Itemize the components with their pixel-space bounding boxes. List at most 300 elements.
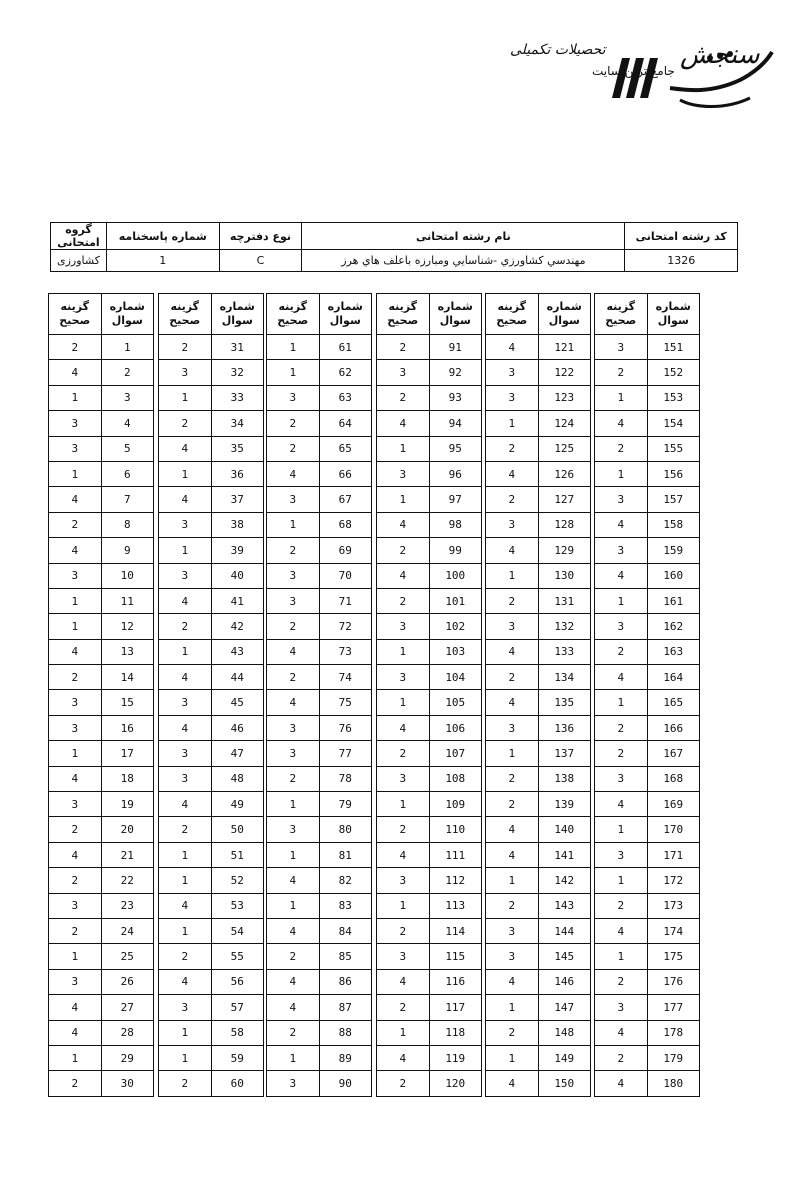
correct-option: 3 <box>377 461 429 486</box>
correct-option: 2 <box>486 665 538 690</box>
correct-option: 3 <box>49 411 101 436</box>
answer-row <box>49 969 153 994</box>
correct-option: 3 <box>159 741 211 766</box>
question-number: 2 <box>101 360 153 385</box>
answer-row <box>49 563 153 588</box>
answer-row <box>49 614 153 639</box>
question-number: 120 <box>429 1071 481 1096</box>
answer-row <box>267 487 371 512</box>
correct-option: 1 <box>159 868 211 893</box>
answer-row <box>159 817 263 842</box>
answer-row <box>595 868 699 893</box>
logo-brand-text: سنجش <box>680 40 760 70</box>
question-number: 101 <box>429 588 481 613</box>
answer-row <box>49 995 153 1020</box>
answer-row <box>377 817 481 842</box>
exam-group-value: کشاورزی <box>51 250 107 272</box>
answer-row <box>377 868 481 893</box>
question-number: 137 <box>538 741 590 766</box>
question-number: 27 <box>101 995 153 1020</box>
answer-row <box>595 817 699 842</box>
question-number: 8 <box>101 512 153 537</box>
correct-option: 4 <box>595 563 647 588</box>
question-number: 89 <box>319 1045 371 1070</box>
answer-row <box>486 944 590 969</box>
question-number: 79 <box>319 792 371 817</box>
answer-row <box>377 715 481 740</box>
correct-option: 4 <box>595 792 647 817</box>
exam-code-value: 1326 <box>625 250 738 272</box>
correct-option: 2 <box>49 512 101 537</box>
correct-option: 3 <box>159 690 211 715</box>
answer-row <box>49 588 153 613</box>
answer-row <box>159 512 263 537</box>
correct-option: 2 <box>377 741 429 766</box>
correct-option: 3 <box>486 944 538 969</box>
answer-row <box>159 614 263 639</box>
answer-row <box>377 893 481 918</box>
exam-name-value: مهندسي کشاورزي -شناسايي ومبارزه باعلف هاي هرز <box>302 250 625 272</box>
correct-option: 2 <box>49 335 101 360</box>
correct-option: 4 <box>267 995 319 1020</box>
answer-row <box>486 1020 590 1045</box>
question-number: 167 <box>647 741 699 766</box>
answer-row <box>377 842 481 867</box>
answer-row <box>267 1020 371 1045</box>
question-number: 63 <box>319 385 371 410</box>
answer-row <box>159 487 263 512</box>
correct-option: 3 <box>595 538 647 563</box>
answer-row <box>595 995 699 1020</box>
question-number-header: شماره سوال <box>538 294 590 335</box>
answer-row <box>159 842 263 867</box>
answer-row <box>595 385 699 410</box>
correct-option: 1 <box>49 614 101 639</box>
correct-option: 2 <box>595 893 647 918</box>
question-number: 132 <box>538 614 590 639</box>
answer-row <box>595 690 699 715</box>
correct-option: 3 <box>267 817 319 842</box>
correct-option: 4 <box>595 918 647 943</box>
correct-option: 3 <box>377 868 429 893</box>
question-number: 134 <box>538 665 590 690</box>
question-number: 109 <box>429 792 481 817</box>
correct-option: 4 <box>595 1020 647 1045</box>
question-number: 180 <box>647 1071 699 1096</box>
correct-option: 4 <box>49 360 101 385</box>
question-number: 83 <box>319 893 371 918</box>
question-number: 5 <box>101 436 153 461</box>
answer-row <box>486 436 590 461</box>
answer-row <box>159 360 263 385</box>
answer-row <box>486 918 590 943</box>
question-number: 124 <box>538 411 590 436</box>
answer-row <box>267 512 371 537</box>
answer-row <box>159 385 263 410</box>
question-number: 88 <box>319 1020 371 1045</box>
answer-row <box>159 1020 263 1045</box>
correct-option: 3 <box>486 360 538 385</box>
question-number: 12 <box>101 614 153 639</box>
question-number: 108 <box>429 766 481 791</box>
question-number: 53 <box>211 893 263 918</box>
answer-row <box>159 665 263 690</box>
answer-row <box>267 918 371 943</box>
question-number: 21 <box>101 842 153 867</box>
correct-option: 4 <box>486 969 538 994</box>
answer-row <box>159 715 263 740</box>
correct-option: 1 <box>377 487 429 512</box>
question-number: 25 <box>101 944 153 969</box>
question-number: 74 <box>319 665 371 690</box>
answer-row <box>486 1045 590 1070</box>
answer-row <box>486 538 590 563</box>
answer-row <box>267 614 371 639</box>
answer-row <box>267 766 371 791</box>
correct-option: 1 <box>159 385 211 410</box>
correct-option: 1 <box>267 360 319 385</box>
correct-option: 3 <box>49 969 101 994</box>
correct-option: 2 <box>486 1020 538 1045</box>
logo-tagline: جامع ترین سایت <box>592 64 675 78</box>
booklet-type-header: نوع دفترچه <box>219 223 302 250</box>
correct-option: 4 <box>159 588 211 613</box>
question-number: 153 <box>647 385 699 410</box>
answer-row <box>49 385 153 410</box>
correct-option: 1 <box>49 461 101 486</box>
answer-block <box>376 293 482 1097</box>
question-number: 177 <box>647 995 699 1020</box>
answer-row <box>159 588 263 613</box>
answer-row <box>377 360 481 385</box>
correct-option-header: گزینه صحیح <box>159 294 211 335</box>
correct-option-header: گزینه صحیح <box>377 294 429 335</box>
correct-option: 3 <box>159 563 211 588</box>
answer-row <box>159 893 263 918</box>
answer-row <box>267 538 371 563</box>
correct-option: 3 <box>595 842 647 867</box>
question-number: 52 <box>211 868 263 893</box>
question-number: 98 <box>429 512 481 537</box>
question-number: 173 <box>647 893 699 918</box>
answer-row <box>49 436 153 461</box>
answer-row <box>267 893 371 918</box>
question-number: 136 <box>538 715 590 740</box>
answer-row <box>486 588 590 613</box>
correct-option: 2 <box>49 868 101 893</box>
question-number: 158 <box>647 512 699 537</box>
question-number: 116 <box>429 969 481 994</box>
question-number: 179 <box>647 1045 699 1070</box>
correct-option: 1 <box>595 385 647 410</box>
question-number: 130 <box>538 563 590 588</box>
question-number: 71 <box>319 588 371 613</box>
question-number: 127 <box>538 487 590 512</box>
correct-option: 1 <box>159 1045 211 1070</box>
question-number: 68 <box>319 512 371 537</box>
answer-block <box>48 293 154 1097</box>
answer-row <box>159 1071 263 1096</box>
answer-row <box>159 436 263 461</box>
question-number: 80 <box>319 817 371 842</box>
answer-row <box>267 360 371 385</box>
answer-row <box>377 792 481 817</box>
question-number: 26 <box>101 969 153 994</box>
answer-row <box>267 690 371 715</box>
answer-row <box>595 665 699 690</box>
correct-option: 3 <box>49 893 101 918</box>
question-number: 4 <box>101 411 153 436</box>
answer-row <box>49 918 153 943</box>
correct-option: 3 <box>159 512 211 537</box>
answer-row <box>159 690 263 715</box>
correct-option: 4 <box>49 995 101 1020</box>
question-number: 139 <box>538 792 590 817</box>
correct-option: 2 <box>159 411 211 436</box>
answer-key <box>48 293 740 1091</box>
answer-row <box>49 690 153 715</box>
question-number: 92 <box>429 360 481 385</box>
question-number: 140 <box>538 817 590 842</box>
question-number: 166 <box>647 715 699 740</box>
answer-row <box>486 563 590 588</box>
correct-option: 1 <box>486 1045 538 1070</box>
correct-option: 2 <box>159 335 211 360</box>
answer-row <box>377 766 481 791</box>
answer-row <box>486 741 590 766</box>
answer-row <box>377 969 481 994</box>
correct-option: 1 <box>377 792 429 817</box>
correct-option: 2 <box>377 1071 429 1096</box>
correct-option: 2 <box>159 944 211 969</box>
correct-option: 1 <box>377 690 429 715</box>
answer-row <box>486 639 590 664</box>
answer-block-header <box>49 294 153 335</box>
correct-option: 3 <box>267 588 319 613</box>
correct-option: 3 <box>377 766 429 791</box>
question-number: 44 <box>211 665 263 690</box>
answer-block-header <box>159 294 263 335</box>
answer-row <box>377 741 481 766</box>
answer-row <box>486 868 590 893</box>
question-number: 142 <box>538 868 590 893</box>
question-number: 19 <box>101 792 153 817</box>
correct-option: 3 <box>486 512 538 537</box>
question-number: 151 <box>647 335 699 360</box>
answer-row <box>486 817 590 842</box>
correct-option: 1 <box>49 1045 101 1070</box>
correct-option: 1 <box>49 385 101 410</box>
answer-row <box>267 588 371 613</box>
correct-option: 4 <box>267 969 319 994</box>
question-number: 93 <box>429 385 481 410</box>
answer-row <box>49 487 153 512</box>
answer-row <box>159 461 263 486</box>
question-number: 11 <box>101 588 153 613</box>
answer-row <box>267 944 371 969</box>
correct-option: 1 <box>159 461 211 486</box>
question-number: 169 <box>647 792 699 817</box>
correct-option: 4 <box>267 639 319 664</box>
answer-row <box>486 995 590 1020</box>
correct-option: 4 <box>595 411 647 436</box>
question-number: 161 <box>647 588 699 613</box>
question-number: 165 <box>647 690 699 715</box>
question-number: 78 <box>319 766 371 791</box>
answer-sheet-header: شماره پاسخنامه <box>106 223 219 250</box>
question-number: 163 <box>647 639 699 664</box>
correct-option-header: گزینه صحیح <box>267 294 319 335</box>
correct-option: 4 <box>267 461 319 486</box>
question-number: 58 <box>211 1020 263 1045</box>
answer-row <box>486 842 590 867</box>
question-number: 113 <box>429 893 481 918</box>
answer-row <box>159 563 263 588</box>
correct-option: 3 <box>267 1071 319 1096</box>
question-number: 73 <box>319 639 371 664</box>
question-number: 6 <box>101 461 153 486</box>
correct-option: 2 <box>377 538 429 563</box>
correct-option: 4 <box>377 411 429 436</box>
correct-option: 4 <box>377 969 429 994</box>
correct-option: 4 <box>159 969 211 994</box>
question-number: 59 <box>211 1045 263 1070</box>
answer-row <box>377 335 481 360</box>
question-number: 178 <box>647 1020 699 1045</box>
correct-option: 2 <box>595 741 647 766</box>
question-number: 35 <box>211 436 263 461</box>
answer-row <box>595 411 699 436</box>
question-number: 43 <box>211 639 263 664</box>
correct-option: 2 <box>377 995 429 1020</box>
question-number: 28 <box>101 1020 153 1045</box>
question-number: 135 <box>538 690 590 715</box>
question-number: 29 <box>101 1045 153 1070</box>
correct-option: 1 <box>377 1020 429 1045</box>
question-number: 41 <box>211 588 263 613</box>
correct-option: 3 <box>486 385 538 410</box>
question-number: 69 <box>319 538 371 563</box>
question-number: 152 <box>647 360 699 385</box>
correct-option: 4 <box>377 1045 429 1070</box>
correct-option: 4 <box>49 538 101 563</box>
question-number: 30 <box>101 1071 153 1096</box>
logo-tagline-script: تحصیلات تکمیلی <box>510 42 606 58</box>
question-number: 76 <box>319 715 371 740</box>
correct-option: 1 <box>267 1045 319 1070</box>
question-number: 55 <box>211 944 263 969</box>
answer-block-header <box>486 294 590 335</box>
question-number: 112 <box>429 868 481 893</box>
correct-option: 1 <box>595 817 647 842</box>
question-number: 143 <box>538 893 590 918</box>
correct-option: 4 <box>267 690 319 715</box>
correct-option: 1 <box>595 690 647 715</box>
question-number: 86 <box>319 969 371 994</box>
answer-block-header <box>377 294 481 335</box>
question-number: 49 <box>211 792 263 817</box>
correct-option: 3 <box>159 995 211 1020</box>
correct-option: 1 <box>486 995 538 1020</box>
question-number: 48 <box>211 766 263 791</box>
correct-option: 2 <box>159 1071 211 1096</box>
correct-option: 4 <box>49 842 101 867</box>
answer-row <box>267 817 371 842</box>
correct-option: 1 <box>595 944 647 969</box>
correct-option: 4 <box>595 512 647 537</box>
exam-info-table <box>50 222 738 272</box>
question-number: 37 <box>211 487 263 512</box>
question-number: 81 <box>319 842 371 867</box>
correct-option: 4 <box>486 639 538 664</box>
answer-row <box>377 588 481 613</box>
answer-row <box>486 411 590 436</box>
answer-row <box>377 665 481 690</box>
question-number: 24 <box>101 918 153 943</box>
answer-row <box>486 969 590 994</box>
question-number: 82 <box>319 868 371 893</box>
correct-option: 3 <box>377 665 429 690</box>
question-number: 22 <box>101 868 153 893</box>
answer-row <box>267 868 371 893</box>
correct-option: 1 <box>486 741 538 766</box>
correct-option: 4 <box>267 918 319 943</box>
correct-option: 2 <box>377 817 429 842</box>
correct-option: 2 <box>377 588 429 613</box>
exam-group-header: گروه امتحانی <box>51 223 107 250</box>
answer-row <box>49 893 153 918</box>
correct-option: 3 <box>377 944 429 969</box>
answer-block <box>266 293 372 1097</box>
correct-option: 4 <box>49 1020 101 1045</box>
answer-row <box>267 1045 371 1070</box>
question-number: 42 <box>211 614 263 639</box>
correct-option: 1 <box>159 918 211 943</box>
answer-block <box>594 293 700 1097</box>
question-number: 159 <box>647 538 699 563</box>
question-number: 14 <box>101 665 153 690</box>
correct-option: 1 <box>267 335 319 360</box>
exam-info-value-row <box>51 250 738 272</box>
answer-row <box>267 741 371 766</box>
question-number: 50 <box>211 817 263 842</box>
correct-option: 2 <box>377 918 429 943</box>
question-number: 100 <box>429 563 481 588</box>
question-number: 75 <box>319 690 371 715</box>
question-number: 105 <box>429 690 481 715</box>
correct-option: 1 <box>595 588 647 613</box>
answer-row <box>267 461 371 486</box>
correct-option: 4 <box>486 335 538 360</box>
answer-row <box>377 385 481 410</box>
answer-row <box>595 893 699 918</box>
answer-row <box>595 335 699 360</box>
question-number: 65 <box>319 436 371 461</box>
question-number: 77 <box>319 741 371 766</box>
answer-row <box>267 335 371 360</box>
correct-option: 3 <box>159 766 211 791</box>
question-number: 97 <box>429 487 481 512</box>
answer-row <box>486 893 590 918</box>
answer-row <box>49 792 153 817</box>
correct-option: 4 <box>159 792 211 817</box>
answer-block <box>158 293 264 1097</box>
question-number: 38 <box>211 512 263 537</box>
question-number: 40 <box>211 563 263 588</box>
correct-option: 4 <box>49 487 101 512</box>
question-number: 104 <box>429 665 481 690</box>
question-number: 15 <box>101 690 153 715</box>
